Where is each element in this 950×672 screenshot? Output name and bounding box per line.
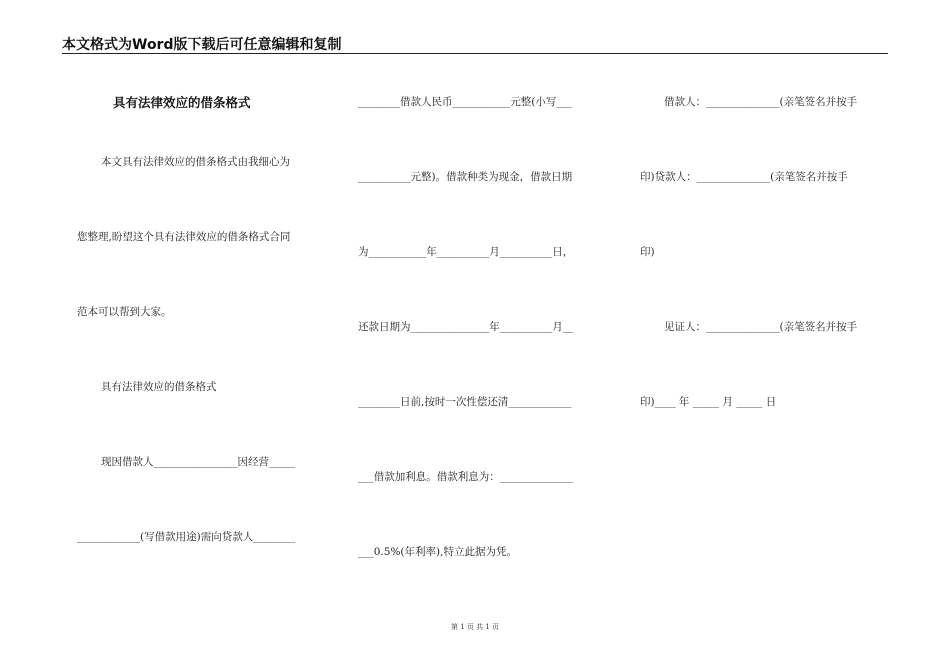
document-title: 具有法律效应的借条格式 <box>113 95 251 110</box>
body-line: 现因借款人________________因经营_____ <box>101 456 296 468</box>
date-line: 印)____ 年 _____ 月 _____ 日 <box>640 396 777 408</box>
body-line: ____________(写借款用途)需向贷款人________ <box>77 531 296 543</box>
body-line: 本文具有法律效应的借条格式由我细心为 <box>101 156 290 168</box>
body-line: 您整理,盼望这个具有法律效应的借条格式合同 <box>77 231 291 243</box>
subheading: 具有法律效应的借条格式 <box>101 381 217 393</box>
signature-line-borrower: 借款人：______________(亲笔签名并按手 <box>664 96 858 108</box>
body-line: __________元整)。借款种类为现金，借款日期 <box>358 171 573 183</box>
body-line: 印) <box>640 246 655 258</box>
body-line: 为___________年__________月__________日， <box>358 246 574 258</box>
body-line: ________日前,按时一次性偿还清____________ <box>358 396 572 408</box>
body-line: ________借款人民币___________元整(小写___ <box>358 96 573 108</box>
body-line: 还款日期为_______________年__________月__ <box>358 321 574 333</box>
body-line: ___借款加利息。借款利息为：______________ <box>358 471 574 483</box>
signature-line-lender: 印)贷款人：______________(亲笔签名并按手 <box>640 171 848 183</box>
page-number: 第 1 页 共 1 页 <box>450 623 500 631</box>
body-line: ___0.5%(年利率),特立此据为凭。 <box>358 546 517 558</box>
body-line: 范本可以帮到大家。 <box>77 306 172 318</box>
header-divider <box>62 53 888 54</box>
signature-line-witness: 见证人：______________(亲笔签名并按手 <box>664 321 858 333</box>
document-banner: 本文格式为Word版下载后可任意编辑和复制 <box>62 37 342 53</box>
